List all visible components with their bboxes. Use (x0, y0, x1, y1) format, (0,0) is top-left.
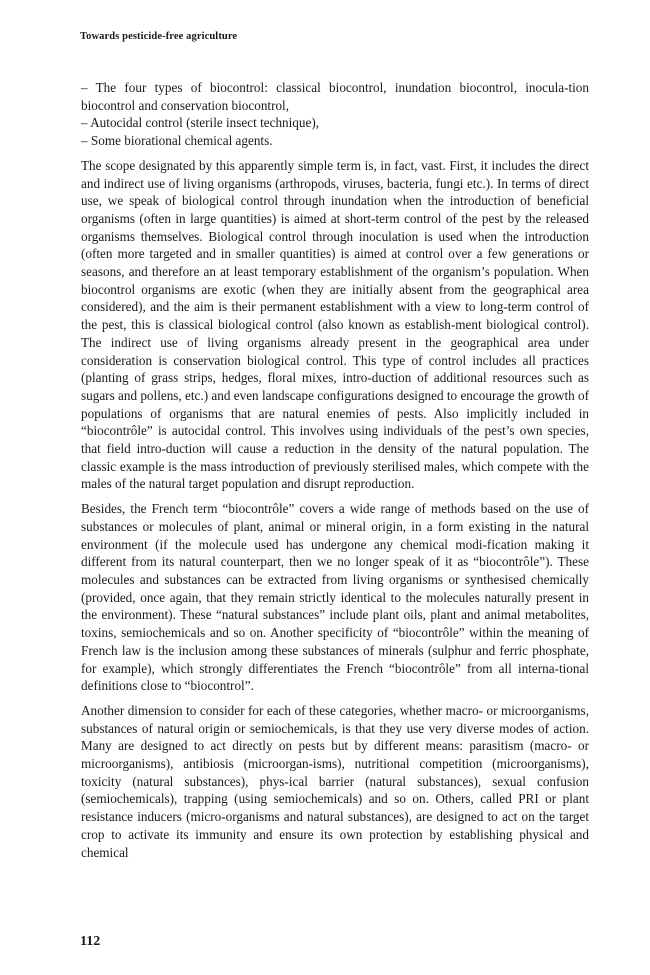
page-number: 112 (80, 934, 101, 949)
running-head: Towards pesticide-free agriculture (80, 31, 238, 42)
list-item: – Some biorational chemical agents. (81, 133, 273, 149)
list-item: – The four types of biocontrol: classical biocontrol, inundation biocontrol, inocula-tion biocontrol and conservation biocontrol, (81, 80, 589, 113)
list-item: – Autocidal control (sterile insect technique), (81, 115, 320, 131)
bullet-list (81, 79, 589, 150)
paragraph: Besides, the French term “biocontrôle” covers a wide range of methods based on the use of substances or molecules of plant, animal or mineral origin, in a form existing in the natural environment (if the molecule used has undergone any chemical modi-fication making it different from its natural counterpart, then we no longer speak of it as “biocontrôle”). These molecules and substances can be extracted from living organisms or synthesised chemically (provided, once again, that they remain strictly identical to the molecules naturally present in the environment). These “natural substances” include plant oils, plant and animal metabolites, toxins, semiochemicals and so on. Another specificity of “biocontrôle” within the meaning of French law is the inclusion among these substances of minerals (sulphur and ferric phosphate, for example), which strongly differentiates the French “biocontrôle” from all interna-tional definitions close to “biocontrol”. (81, 501, 589, 694)
body-text (81, 79, 589, 868)
paragraph: The scope designated by this apparently simple term is, in fact, vast. First, it includes the direct and indirect use of living organisms (arthropods, viruses, bacteria, fungi etc.). In terms of direct use, we speak of biological control through inundation when the introduction of beneficial organisms (often in large quantities) is aimed at short-term control of the pest by the released organisms themselves. Biological control through inoculation is used when the introduction (often more targeted and in smaller quantities) is aimed at control over a few generations or seasons, and therefore an at least temporary establishment of the organism’s population. When biocontrol organisms are exotic (when they are initially absent from the geographical area considered), and the aim is their permanent establishment with a view to long-term control of the pest, this is classical biological control (also known as establish-ment biological control). The indirect use of living organisms already present in the geographical area under consideration is conservation biological control. This type of control includes all practices (planting of grass strips, hedges, floral mixes, intro-duction of additional resources such as sugars and pollens, etc.) and even landscape configurations designed to encourage the growth of populations of organisms that are natural enemies of pests. Also implicitly included in “biocontrôle” is autocidal control. This involves using individuals of the pest’s own species, that field intro-duction will cause a reduction in the density of the natural population. The classic example is the mass introduction of previously sterilised males, which compete with the males of the natural target population and disrupt reproduction. (81, 157, 589, 492)
paragraph: Another dimension to consider for each of these categories, whether macro- or microorganisms, substances of natural origin or semiochemicals, is that they use very diverse modes of action. Many are designed to act directly on pests but by different means: parasitism (macro- or microorganisms), antibiosis (microorgan-isms), nutritional competition (microorganisms), toxicity (natural substances), phys-ical barrier (natural substances), sexual confusion (semiochemicals), trapping (using semiochemicals) and so on. Others, called PRI or plant resistance inducers (micro-organisms and natural substances), are designed to act on the target crop to activate its immunity and ensure its own protection by establishing physical and chemical (81, 702, 589, 860)
